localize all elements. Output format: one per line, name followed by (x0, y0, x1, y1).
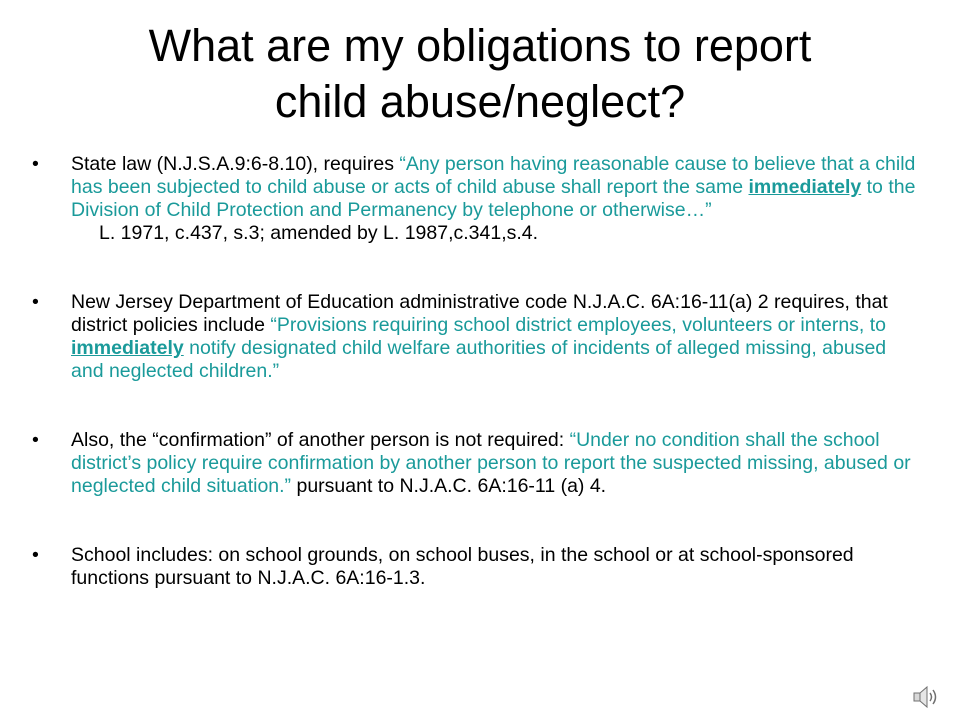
bullet-citation: L. 1971, c.437, s.3; amended by L. 1987,c.341,s.4. (99, 222, 539, 244)
speaker-icon[interactable] (912, 684, 942, 710)
bullet-text: School includes: on school grounds, on school buses, in the school or at school-sponsored functions pursuant to N.J.A.C. 6A:16-1.3. (71, 544, 854, 589)
slide-title-line-2: child abuse/neglect? (274, 76, 686, 127)
bullet-njdoe-code (32, 291, 922, 383)
bullet-state-law (32, 153, 922, 245)
emphasis-immediately: immediately (748, 176, 862, 198)
slide-title (60, 18, 900, 130)
bullet-school-includes (32, 544, 922, 590)
bullet-lead: New Jersey Department of Education administrative code N.J.A.C. 6A:16-11(a) 2 requires, that district policies include (71, 291, 888, 336)
bullet-lead: Also, the “confirmation” of another person is not required: (71, 429, 570, 451)
bullet-quote: “Any person having reasonable cause to believe that a child has been subjected to child abuse or acts of child abuse shall report the same immediately to the Division of Child Protection and Permanency by telephone or otherwise…” (71, 153, 916, 221)
bullet-quote: “Provisions requiring school district employees, volunteers or interns, to immediately notify designated child welfare authorities of incidents of alleged missing, abused and neglected children.” (71, 314, 887, 382)
bullet-quote: “Under no condition shall the school district’s policy require confirmation by another person to report the suspected missing, abused or neglected child situation.” (71, 429, 911, 497)
bullet-list (32, 153, 922, 636)
bullet-tail: pursuant to N.J.A.C. 6A:16-11 (a) 4. (291, 475, 607, 497)
emphasis-immediately: immediately (71, 337, 184, 359)
bullet-confirmation (32, 429, 922, 498)
bullet-lead: State law (N.J.S.A.9:6-8.10), requires (71, 153, 400, 175)
slide-title-line-1: What are my obligations to report (148, 20, 812, 71)
